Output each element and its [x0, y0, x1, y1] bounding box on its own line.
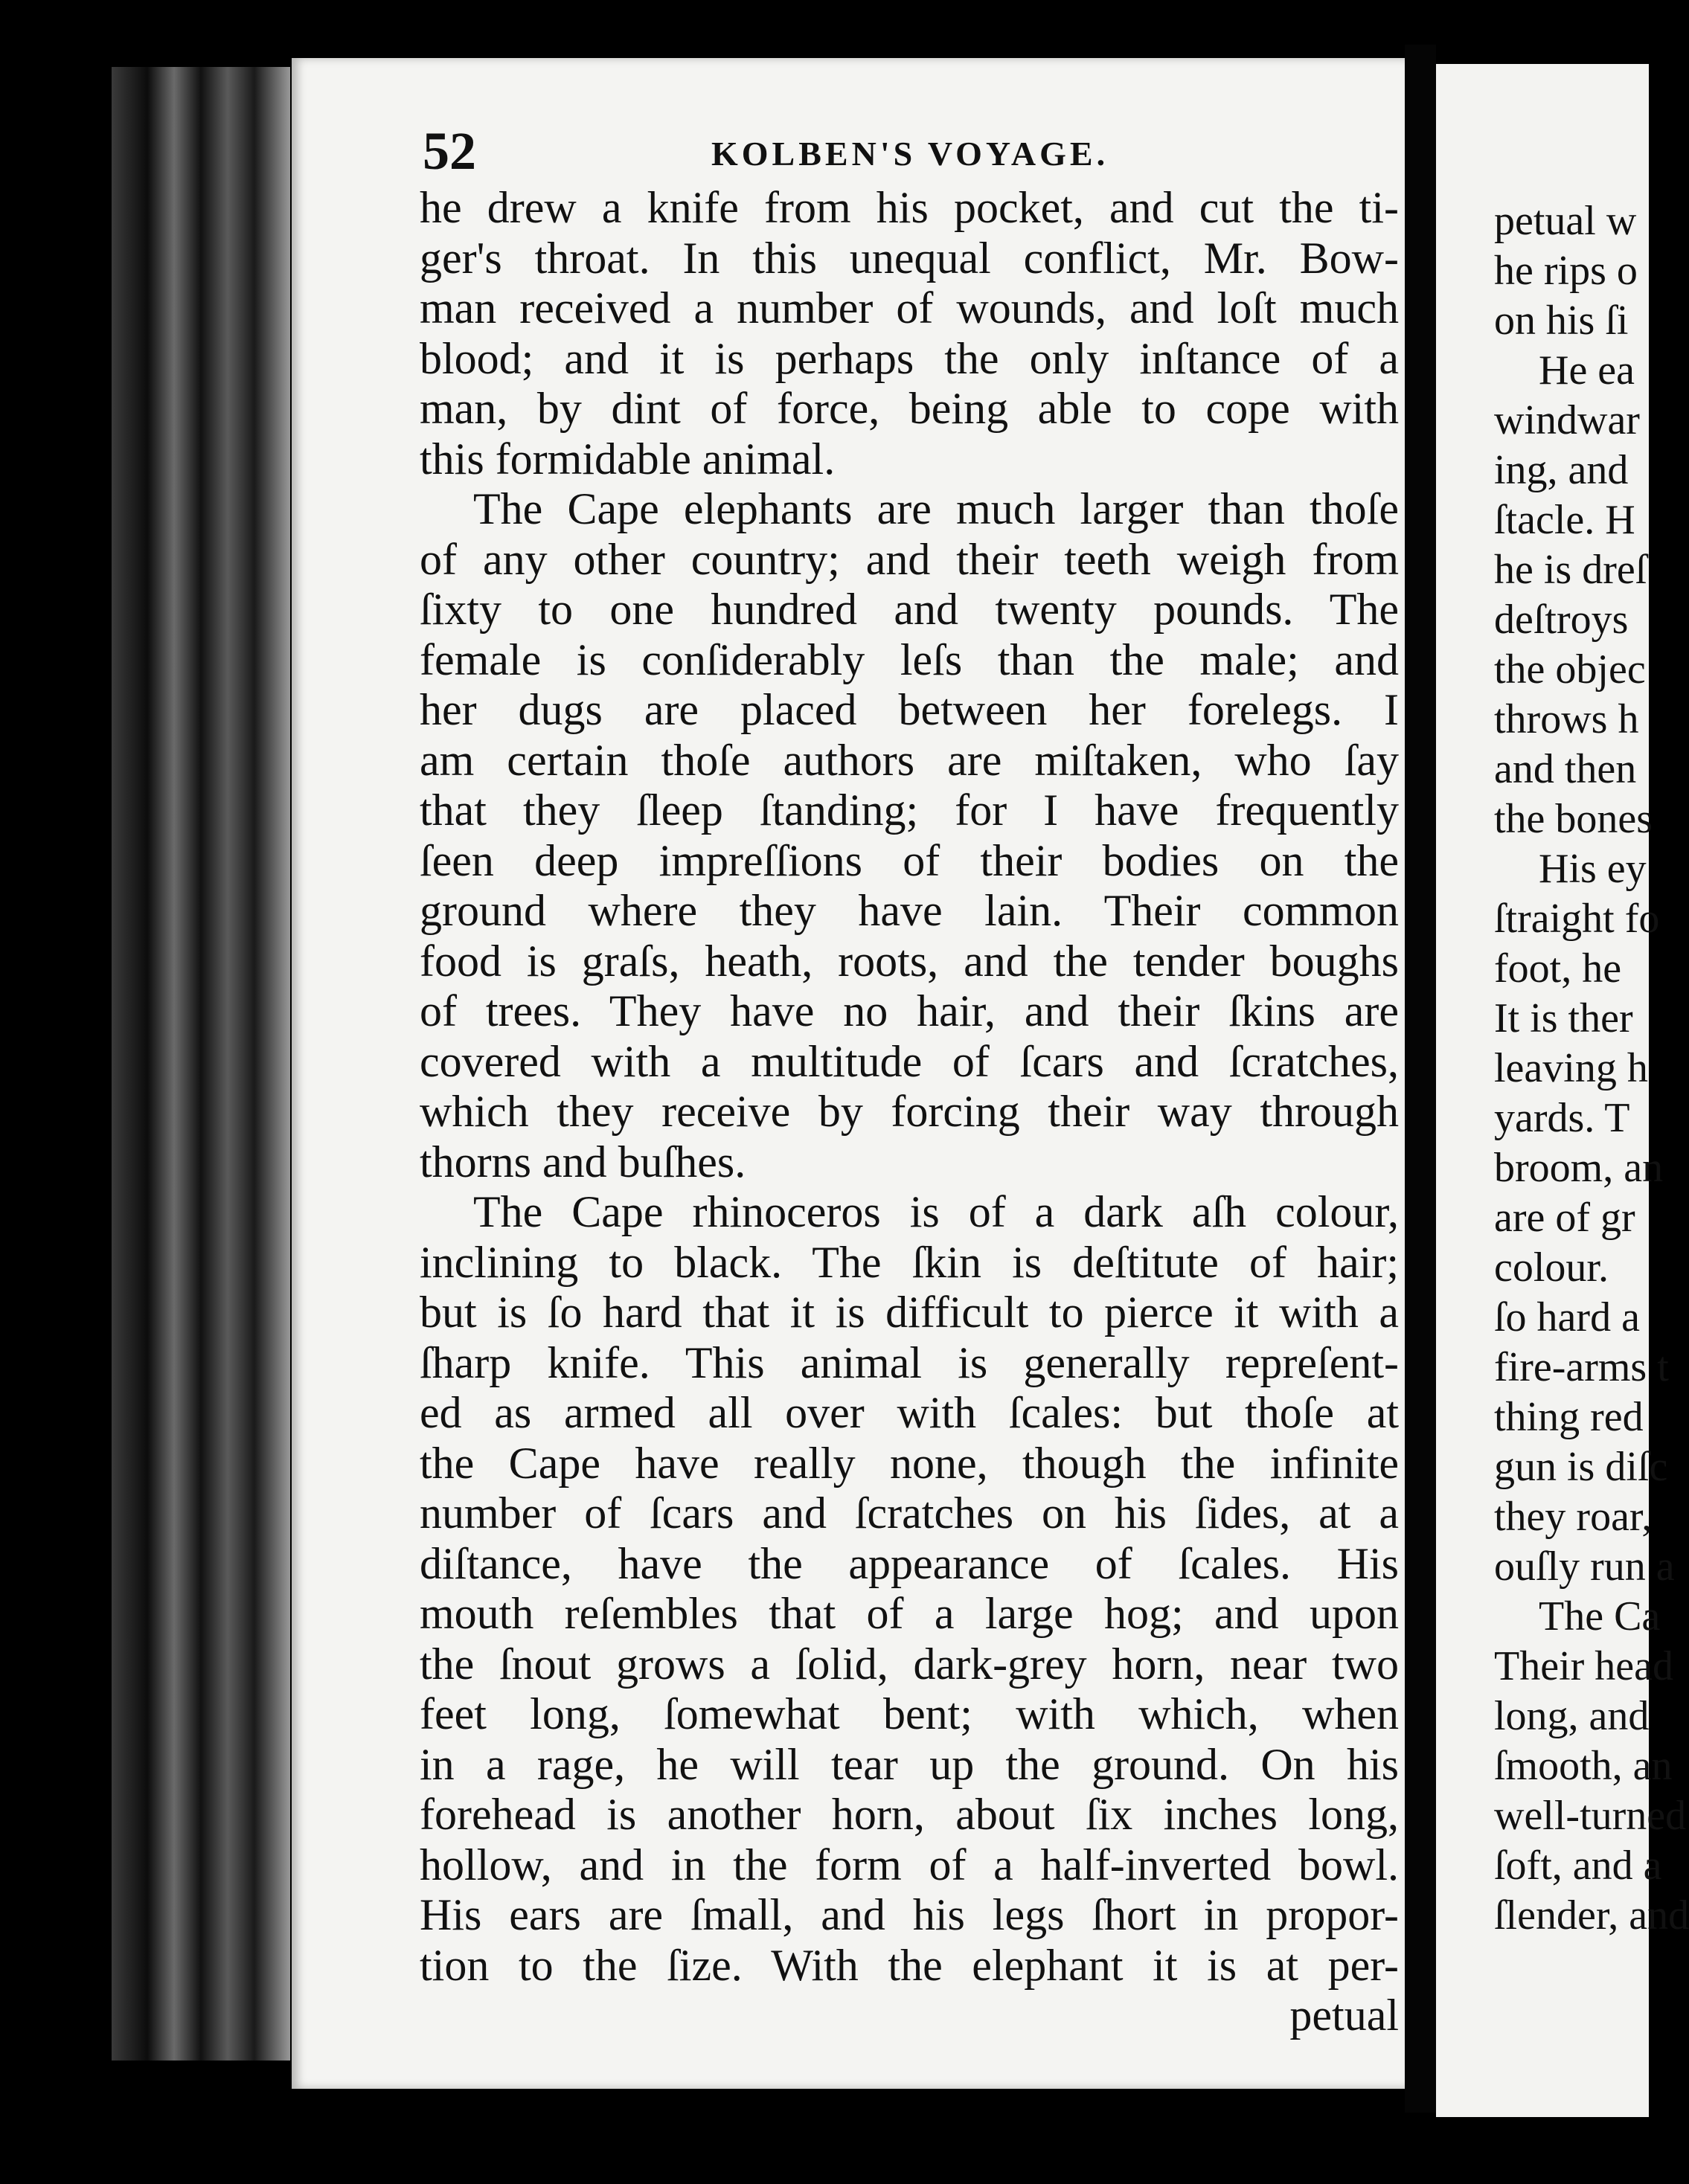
running-head: KOLBEN'S VOYAGE. [711, 135, 1109, 173]
text-line: ſlender, and [1494, 1892, 1689, 1939]
text-line: the ſnout grows a ſolid, dark-grey horn, near two [420, 1639, 1399, 1689]
text-line: feet long, ſomewhat bent; with which, when [420, 1689, 1399, 1738]
text-line: thorns and buſhes. [420, 1137, 746, 1186]
page-number: 52 [423, 121, 476, 181]
text-line: of any other country; and their teeth weigh from [420, 534, 1399, 584]
text-line: ſharp knife. This animal is generally repreſent- [420, 1337, 1399, 1387]
book-gutter [1405, 45, 1436, 2113]
text-line: this formidable animal. [420, 434, 836, 484]
text-line: covered with a multitude of ſcars and ſcratches, [420, 1036, 1399, 1086]
text-line: hollow, and in the form of a half-inverted bowl. [420, 1840, 1399, 1889]
text-line: but is ſo hard that it is difficult to pierce it with a [420, 1288, 1399, 1337]
text-line: yards. T [1494, 1095, 1630, 1141]
text-line: her dugs are placed between her forelegs. I [420, 685, 1399, 734]
catchword: petual [1289, 1991, 1399, 2040]
text-line: forehead is another horn, about ſix inches long, [420, 1790, 1399, 1839]
text-line: leaving h [1494, 1045, 1648, 1091]
right-page-fragment [1436, 64, 1689, 2117]
page-header [423, 116, 1390, 183]
text-line: Their head [1494, 1643, 1673, 1689]
text-line: and then [1494, 746, 1637, 792]
text-line: ſtraight fo [1494, 896, 1660, 942]
text-line: broom, an [1494, 1145, 1664, 1191]
body-text [420, 183, 1399, 2041]
text-line: deſtroys [1494, 597, 1629, 643]
text-line: petual w [1494, 198, 1637, 244]
text-line: fire-arms t [1494, 1344, 1669, 1390]
book-spine-edge [112, 67, 290, 2061]
text-line: ſo hard a [1494, 1294, 1640, 1340]
text-line: of trees. They have no hair, and their ſkins are [420, 986, 1399, 1035]
text-line: which they receive by forcing their way through [420, 1087, 1399, 1136]
text-line: the objec [1494, 646, 1646, 693]
text-line: windwar [1494, 397, 1640, 443]
text-line: the Cape have really none, though the infinite [420, 1438, 1399, 1488]
text-line: His ears are ſmall, and his legs ſhort in propor- [420, 1890, 1399, 1939]
text-line: ouſly run a [1494, 1544, 1675, 1590]
text-line: ſtacle. H [1494, 497, 1635, 543]
text-line: The Cape rhinoceros is of a dark aſh colour, [473, 1187, 1399, 1236]
text-line: he is dreſ [1494, 547, 1647, 593]
text-line: food is graſs, heath, roots, and the tender boughs [420, 936, 1399, 986]
text-line: am certain thoſe authors are miſtaken, who ſay [420, 735, 1399, 785]
text-line: man, by dint of force, being able to cope with [420, 384, 1399, 433]
text-line: colour. [1494, 1244, 1609, 1291]
text-line: blood; and it is perhaps the only inſtance of a [420, 333, 1399, 383]
text-line: are of gr [1494, 1195, 1635, 1241]
text-line: well-turned [1494, 1793, 1687, 1839]
text-line: the bones [1494, 796, 1653, 842]
text-line: He ea [1539, 347, 1635, 394]
text-line: tion to the ſize. With the elephant it is at per- [420, 1940, 1399, 1990]
text-line: he drew a knife from his pocket, and cut the ti- [420, 183, 1399, 232]
text-line: thing red [1494, 1394, 1644, 1440]
text-line: ſeen deep impreſſions of their bodies on the [420, 835, 1399, 885]
text-line: female is conſiderably leſs than the male; and [420, 635, 1399, 684]
text-line: long, and [1494, 1693, 1650, 1739]
text-line: inclining to black. The ſkin is deſtitute of hair; [420, 1237, 1399, 1287]
right-page-text [1494, 196, 1689, 1941]
text-line: ſixty to one hundred and twenty pounds. The [420, 585, 1399, 634]
text-line: ed as armed all over with ſcales: but thoſe at [420, 1388, 1399, 1437]
text-line: ing, and [1494, 447, 1629, 493]
text-line: he rips o [1494, 248, 1638, 294]
text-line: ſmooth, an [1494, 1743, 1673, 1789]
text-line: ger's throat. In this unequal conflict, Mr. Bow- [420, 233, 1399, 283]
text-line: on his ſi [1494, 298, 1629, 344]
text-line: that they ſleep ſtanding; for I have frequently [420, 786, 1399, 835]
text-line: diſtance, have the appearance of ſcales. His [420, 1538, 1399, 1588]
text-line: It is ther [1494, 995, 1633, 1041]
text-line: gun is diſc [1494, 1444, 1668, 1490]
text-line: ground where they have lain. Their common [420, 886, 1399, 935]
text-line: His ey [1539, 846, 1647, 892]
text-line: foot, he [1494, 945, 1622, 992]
text-line: number of ſcars and ſcratches on his ſides, at a [420, 1488, 1399, 1538]
text-line: man received a number of wounds, and loſt much [420, 283, 1399, 333]
left-page [292, 58, 1405, 2089]
text-line: mouth reſembles that of a large hog; and upon [420, 1589, 1399, 1638]
text-line: The Cape elephants are much larger than thoſe [473, 484, 1399, 533]
text-line: in a rage, he will tear up the ground. On his [420, 1739, 1399, 1789]
text-line: ſoft, and a [1494, 1843, 1662, 1889]
text-line: throws h [1494, 696, 1639, 742]
text-line: they roar, [1494, 1494, 1653, 1540]
text-line: The Ca [1539, 1593, 1661, 1639]
